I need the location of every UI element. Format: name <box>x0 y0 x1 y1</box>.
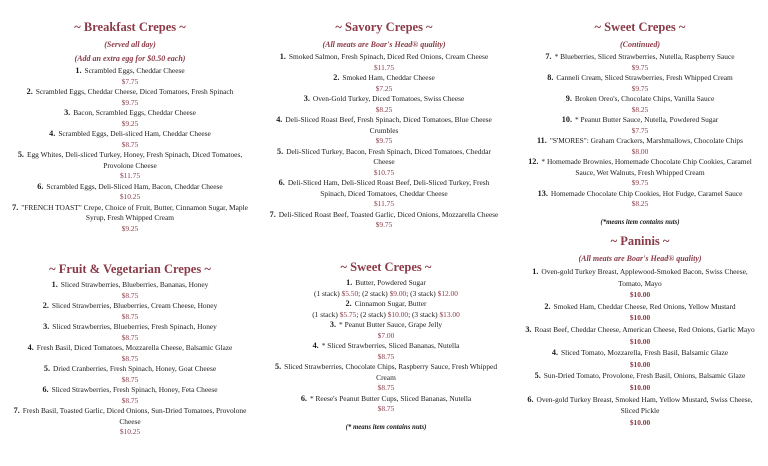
item-price: $8.75 <box>377 383 395 392</box>
item-number: 4. <box>49 129 56 138</box>
item-number: 2. <box>333 73 340 82</box>
menu-item <box>10 129 250 140</box>
menu-item <box>266 115 502 136</box>
item-number: 6. <box>278 178 285 187</box>
item-description: Sliced Strawberries, Chocolate Chips, Raspberry Sauce, Fresh Whipped Cream <box>284 362 498 382</box>
item-price: $8.25 <box>631 104 649 114</box>
item-price: $10.00 <box>629 359 651 369</box>
menu-item <box>266 147 502 168</box>
item-description: Oven-gold Turkey Breast, Smoked Ham, Yellow Mustard, Swiss Cheese, Sliced Pickle <box>536 394 753 416</box>
menu-item <box>8 301 252 312</box>
sweet-crepes-section <box>272 259 500 433</box>
item-number: 5. <box>17 150 24 159</box>
menu-item <box>522 157 758 178</box>
stack-price: $9.00 <box>389 288 407 298</box>
menu-item <box>520 324 760 336</box>
item-description: * Blueberries, Sliced Strawberries, Nutella, Raspberry Sauce <box>554 52 735 61</box>
item-price: $9.75 <box>631 83 649 93</box>
item-number: 2. <box>544 301 551 311</box>
section-subtitle: (Add an extra egg for $0.50 each) <box>74 54 186 63</box>
item-number: 13. <box>537 188 548 198</box>
sweet-crepes-continued-section <box>522 19 758 228</box>
item-number: 4. <box>276 115 283 124</box>
item-description: Fresh Basil, Diced Tomatoes, Mozzarella Cheese, Balsamic Glaze <box>36 343 233 352</box>
menu-item <box>8 406 252 427</box>
item-description: Deli-Sliced Turkey, Bacon, Fresh Spinach, Diced Tomatoes, Cheddar Cheese <box>286 146 491 166</box>
stack-price: $10.00 <box>387 309 409 319</box>
item-number: 6. <box>42 385 49 394</box>
item-description: Sliced Strawberries, Blueberries, Bananas, Honey <box>60 280 209 289</box>
savory-crepes-section <box>266 19 502 231</box>
item-description: Broken Oreo's, Chocolate Chips, Vanilla Sauce <box>574 94 715 103</box>
menu-item <box>266 94 502 105</box>
item-description: Butter, Powdered Sugar <box>355 278 426 287</box>
item-description: Sun-Dried Tomato, Provolone, Fresh Basil, Onions, Balsamic Glaze <box>543 371 746 381</box>
item-number: 5. <box>534 371 541 381</box>
item-price: $9.25 <box>121 223 139 233</box>
item-description: Oven-gold Turkey Breast, Applewood-Smoked Bacon, Swiss Cheese, Tomato, Mayo <box>541 267 748 288</box>
item-number: 6. <box>300 393 307 403</box>
item-description: Dried Cranberries, Fresh Spinach, Honey, Goat Cheese <box>53 364 217 373</box>
stack-label: (1 stack) <box>314 288 342 298</box>
item-price: $8.75 <box>121 395 139 405</box>
section-subtitle: (All meats are Boar's Head® quality) <box>322 40 446 49</box>
item-description: Egg Whites, Deli-sliced Turkey, Honey, Fresh Spinach, Diced Tomatoes, Provolone Cheese <box>26 150 243 170</box>
item-description: Sliced Tomato, Mozzarella, Fresh Basil, Balsamic Glaze <box>561 348 729 358</box>
menu-item <box>522 189 758 200</box>
item-number: 4. <box>312 341 319 350</box>
stack-price: $5.50 <box>341 288 359 298</box>
item-number: 4. <box>27 343 34 352</box>
item-price: $8.75 <box>121 353 139 363</box>
item-number: 12. <box>528 157 539 166</box>
item-number: 10. <box>561 115 572 124</box>
stack-label: ; (2 stack) <box>356 309 388 319</box>
item-number: 3. <box>329 320 337 329</box>
menu-item <box>10 66 250 77</box>
item-price: $10.75 <box>373 167 395 177</box>
item-price: $9.75 <box>121 97 139 107</box>
menu-item <box>10 203 250 224</box>
section-heading: ~ Fruit & Vegetarian Crepes ~ <box>49 262 211 276</box>
item-price: $8.00 <box>631 146 649 156</box>
item-price: $7.75 <box>631 125 649 135</box>
menu-item <box>10 108 250 119</box>
item-description: "FRENCH TOAST" Crepe, Choice of Fruit, Butter, Cinnamon Sugar, Maple Syrup, Fresh Whipped Cream <box>21 202 248 222</box>
item-number: 4. <box>551 348 559 358</box>
item-number: 7. <box>545 52 552 61</box>
item-description: Canneli Cream, Sliced Strawberries, Fresh Whipped Cream <box>556 73 733 82</box>
item-number: 11. <box>537 136 547 145</box>
section-subtitle: (Continued) <box>619 40 660 49</box>
item-price: $8.75 <box>377 351 395 361</box>
menu-item <box>272 299 500 310</box>
item-description: Homemade Chocolate Chip Cookies, Hot Fudge, Caramel Sauce <box>550 188 743 198</box>
item-price: $10.25 <box>119 192 141 201</box>
item-number: 3. <box>43 322 50 331</box>
menu-item <box>522 136 758 147</box>
section-heading: ~ Sweet Crepes ~ <box>594 20 686 34</box>
item-description: Smoked Ham, Cheddar Cheese <box>342 73 435 82</box>
item-price: $11.75 <box>373 62 395 72</box>
section-heading: ~ Savory Crepes ~ <box>335 20 433 34</box>
section-subtitle: (All meats are Boar's Head® quality) <box>578 254 702 263</box>
menu-item <box>266 73 502 84</box>
item-number: 5. <box>43 364 51 373</box>
item-description: Smoked Salmon, Fresh Spinach, Diced Red Onions, Cream Cheese <box>288 52 489 61</box>
item-description: Sliced Strawberries, Blueberries, Cream Cheese, Honey <box>51 301 218 310</box>
section-subtitle: (Served all day) <box>104 40 156 49</box>
item-description: Oven-Gold Turkey, Diced Tomatoes, Swiss Cheese <box>312 94 465 103</box>
item-number: 3. <box>64 108 71 117</box>
item-number: 2. <box>26 87 33 96</box>
menu-item <box>10 87 250 98</box>
item-price: $9.25 <box>121 118 139 128</box>
item-description: Scrambled Eggs, Deli-Sliced Ham, Bacon, Cheddar Cheese <box>46 181 223 191</box>
menu-item <box>522 115 758 126</box>
item-description: Fresh Basil, Toasted Garlic, Diced Onions, Sun-Dried Tomatoes, Provolone Cheese <box>22 406 247 426</box>
item-number: 8. <box>547 73 554 82</box>
stack-price: $12.00 <box>437 288 458 298</box>
item-description: Deli-Sliced Roast Beef, Fresh Spinach, Diced Tomatoes, Blue Cheese Crumbles <box>285 115 492 135</box>
item-number: 1. <box>75 66 82 75</box>
menu-item <box>520 266 760 289</box>
item-price: $9.75 <box>631 62 649 72</box>
item-price: $10.00 <box>629 313 651 323</box>
stack-label: (1 stack) <box>312 309 340 319</box>
stack-price: $13.00 <box>439 309 460 319</box>
item-description: Deli-Sliced Ham, Deli-Sliced Roast Beef, Deli-Sliced Turkey, Fresh Spinach, Diced Tomatoes, Cheddar Cheese <box>287 178 490 198</box>
item-number: 1. <box>532 267 539 276</box>
item-description: Sliced Strawberries, Fresh Spinach, Honey, Feta Cheese <box>51 385 218 394</box>
item-price: $8.75 <box>121 374 139 384</box>
item-number: 1. <box>346 278 353 287</box>
menu-item <box>520 347 760 359</box>
item-price-options <box>272 310 500 321</box>
stack-label: ; (2 stack) <box>358 288 390 298</box>
menu-item <box>520 370 760 382</box>
item-description: Roast Beef, Cheddar Cheese, American Cheese, Red Onions, Garlic Mayo <box>534 324 755 334</box>
item-price: $8.75 <box>121 290 139 300</box>
item-number: 1. <box>279 52 286 61</box>
stack-label: ; (3 stack) <box>406 288 438 298</box>
menu-item <box>522 73 758 84</box>
menu-item <box>522 94 758 105</box>
item-description: Smoked Ham, Cheddar Cheese, Red Onions, Yellow Mustard <box>553 301 736 311</box>
item-number: 9. <box>565 94 572 103</box>
item-description: * Peanut Butter Sauce, Nutella, Powdered Sugar <box>574 115 719 124</box>
item-description: Scrambled Eggs, Cheddar Cheese, Diced Tomatoes, Fresh Spinach <box>35 87 234 96</box>
item-description: * Homemade Brownies, Homemade Chocolate Chip Cookies, Caramel Sauce, Wet Walnuts, Fresh Whipped Cream <box>541 157 752 177</box>
menu-item <box>10 150 250 171</box>
menu-item <box>8 364 252 375</box>
fruit-vegetarian-crepes-section <box>8 261 252 438</box>
menu-item <box>272 394 500 405</box>
item-price: $11.75 <box>119 171 141 180</box>
item-price: $10.00 <box>629 417 651 427</box>
item-price: $8.75 <box>121 311 139 321</box>
nuts-note: (*means item contains nuts) <box>600 218 680 226</box>
menu-item <box>266 178 502 199</box>
item-number: 6. <box>37 181 44 191</box>
paninis-section <box>520 233 760 428</box>
item-number: 3. <box>303 94 310 103</box>
item-price-options <box>272 289 500 300</box>
item-description: Cinnamon Sugar, Butter <box>354 299 427 308</box>
menu-item <box>266 210 502 221</box>
item-price: $7.75 <box>121 76 139 86</box>
item-price: $11.75 <box>373 199 395 208</box>
item-description: Deli-Sliced Roast Beef, Toasted Garlic, Diced Onions, Mozzarella Cheese <box>278 209 499 219</box>
menu-item <box>520 394 760 417</box>
item-description: * Reese's Peanut Butter Cups, Sliced Bananas, Nutella <box>309 393 472 403</box>
section-heading: ~ Paninis ~ <box>610 234 670 248</box>
breakfast-crepes-section <box>10 19 250 234</box>
item-price: $8.75 <box>377 404 395 413</box>
item-price: $8.25 <box>375 104 393 114</box>
item-number: 5. <box>274 362 282 371</box>
item-number: 7. <box>12 202 19 212</box>
section-heading: ~ Breakfast Crepes ~ <box>74 20 186 34</box>
stack-label: ; (3 stack) <box>408 309 440 319</box>
menu-item <box>8 280 252 291</box>
item-number: 1. <box>51 280 58 289</box>
menu-item <box>10 182 250 193</box>
menu-item <box>272 341 500 352</box>
item-price: $10.00 <box>629 382 651 392</box>
menu-item <box>272 320 500 331</box>
item-price: $10.25 <box>119 427 141 436</box>
item-description: Scrambled Eggs, Deli-sliced Ham, Cheddar Cheese <box>58 129 211 138</box>
item-description: Scrambled Eggs, Cheddar Cheese <box>84 66 185 75</box>
menu-item <box>522 52 758 63</box>
stack-price: $5.75 <box>339 309 357 319</box>
item-number: 7. <box>13 406 20 415</box>
item-description: * Sliced Strawberries, Sliced Bananas, Nutella <box>321 341 460 350</box>
menu-item <box>266 52 502 63</box>
item-number: 5. <box>277 146 284 156</box>
item-number: 6. <box>527 394 534 404</box>
item-price: $9.75 <box>375 136 393 145</box>
menu-item <box>8 385 252 396</box>
item-description: Sliced Strawberries, Blueberries, Fresh Spinach, Honey <box>52 322 217 331</box>
nuts-note: (* means item contains nuts) <box>345 423 427 431</box>
item-number: 3. <box>525 324 532 334</box>
item-price: $7.00 <box>377 330 395 340</box>
section-heading: ~ Sweet Crepes ~ <box>340 260 432 274</box>
menu-item <box>520 301 760 313</box>
item-description: "S'MORES": Graham Crackers, Marshmallows, Chocolate Chips <box>549 136 743 145</box>
item-description: * Peanut Butter Sauce, Grape Jelly <box>339 320 443 329</box>
item-number: 2. <box>42 301 49 310</box>
menu-item <box>272 278 500 289</box>
menu-item <box>8 343 252 354</box>
item-number: 7. <box>269 209 276 219</box>
item-price: $10.00 <box>629 336 651 346</box>
menu-item <box>8 322 252 333</box>
item-price: $9.75 <box>631 178 649 187</box>
item-price: $8.75 <box>121 139 139 149</box>
item-number: 2. <box>345 299 352 308</box>
menu-item <box>272 362 500 383</box>
item-price: $8.75 <box>121 332 139 342</box>
item-price: $8.25 <box>631 199 649 208</box>
item-description: Bacon, Scrambled Eggs, Cheddar Cheese <box>73 108 196 117</box>
item-price: $7.25 <box>375 83 393 93</box>
item-price: $10.00 <box>629 290 651 300</box>
item-price: $9.75 <box>375 220 393 229</box>
